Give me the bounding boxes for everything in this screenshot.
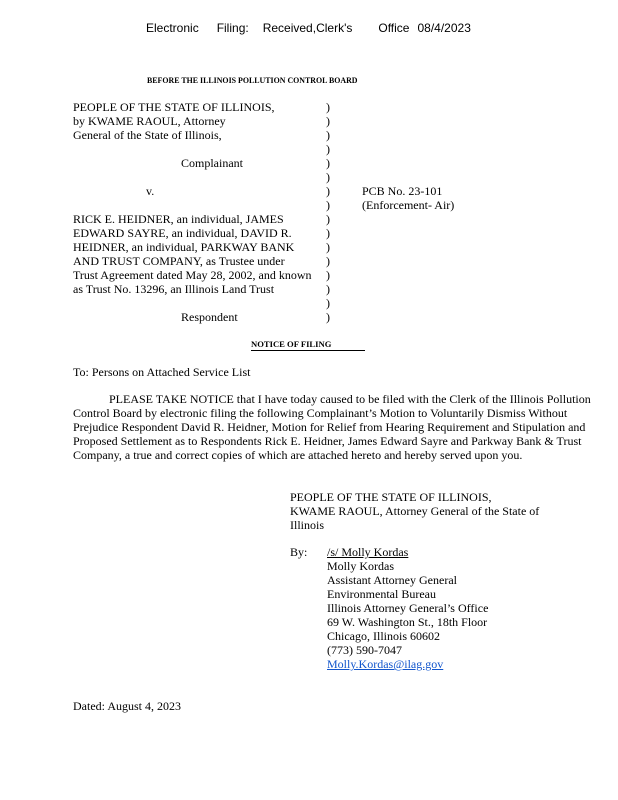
header-word: Electronic	[146, 21, 199, 35]
paren-mark: )	[326, 100, 330, 114]
versus-label: v.	[146, 184, 155, 198]
caption-line: EDWARD SAYRE, an individual, DAVID R.	[73, 226, 292, 240]
signature-line	[327, 545, 488, 559]
paren-mark: )	[326, 142, 330, 156]
signatory-city: Chicago, Illinois 60602	[327, 629, 440, 643]
signatory-street: 69 W. Washington St., 18th Floor	[327, 615, 488, 629]
by-label: By:	[290, 545, 308, 559]
header-word: Office	[378, 21, 410, 35]
notice-body-text: PLEASE TAKE NOTICE that I have today caused to be filed with the Clerk of the Illinois Pollution Control Board by electronic filing the following Complainant’s Motion to Voluntarily Dismiss Without Prejudice Respondent David R. Heidner, Motion for Relief from Hearing Requirement and Stipulation and Proposed Settlement as to Respondents Rick E. Heidner, James Edward Sayre and Parkway Bank & Trust Company, a true and correct copies of which are attached hereto and hereby served upon you.	[73, 392, 591, 462]
signatory-bureau: Environmental Bureau	[327, 587, 436, 601]
caption-line: as Trust No. 13296, an Illinois Land Trust	[73, 282, 275, 296]
signatory-name: Molly Kordas	[327, 559, 394, 573]
header-word: Received,Clerk's	[262, 21, 353, 35]
paren-mark: )	[326, 310, 330, 324]
signatory-details	[327, 545, 488, 671]
paren-mark: )	[326, 254, 330, 268]
caption-line: by KWAME RAOUL, Attorney	[73, 114, 226, 128]
caption-line: Trust Agreement dated May 28, 2002, and known	[73, 268, 312, 282]
header-word: Filing:	[216, 21, 249, 35]
case-number-text: PCB No. 23-101	[362, 184, 443, 198]
party-line: PEOPLE OF THE STATE OF ILLINOIS,	[290, 490, 492, 504]
paren-mark: )	[326, 114, 330, 128]
header-date: 08/4/2023	[417, 21, 471, 35]
paren-mark: )	[326, 128, 330, 142]
paren-mark: )	[326, 282, 330, 296]
board-title: BEFORE THE ILLINOIS POLLUTION CONTROL BOARD	[147, 75, 358, 85]
paren-mark: )	[326, 268, 330, 282]
paren-mark: )	[326, 156, 330, 170]
caption-line: RICK E. HEIDNER, an individual, JAMES	[73, 212, 284, 226]
paren-mark: )	[326, 212, 330, 226]
signatory-title: Assistant Attorney General	[327, 573, 457, 587]
signature-party	[290, 490, 539, 532]
case-type-text: (Enforcement- Air)	[362, 198, 455, 212]
respondent-label: Respondent	[181, 310, 238, 324]
paren-mark: )	[326, 296, 330, 310]
caption-parentheses	[326, 100, 330, 324]
paren-mark: )	[326, 184, 330, 198]
signatory-email-line	[327, 657, 488, 671]
case-number	[362, 184, 454, 212]
paren-mark: )	[326, 226, 330, 240]
signatory-phone: (773) 590-7047	[327, 643, 402, 657]
caption-line: General of the State of Illinois,	[73, 128, 222, 142]
caption-line: AND TRUST COMPANY, as Trustee under	[73, 254, 285, 268]
complainant-label: Complainant	[181, 156, 243, 170]
caption-line: HEIDNER, an individual, PARKWAY BANK	[73, 240, 295, 254]
to-line: To: Persons on Attached Service List	[73, 365, 251, 379]
caption-line: PEOPLE OF THE STATE OF ILLINOIS,	[73, 100, 275, 114]
paren-mark: )	[326, 170, 330, 184]
caption-respondents	[73, 212, 312, 296]
notice-title-text: NOTICE OF FILING	[251, 339, 332, 349]
notice-title	[251, 339, 365, 351]
signature-text: /s/ Molly Kordas	[327, 545, 409, 559]
dated-line: Dated: August 4, 2023	[73, 699, 181, 713]
caption-plaintiff	[73, 100, 275, 142]
party-line: Illinois	[290, 518, 325, 532]
notice-body	[73, 392, 603, 462]
signatory-office: Illinois Attorney General’s Office	[327, 601, 489, 615]
email-link[interactable]: Molly.Kordas@ilag.gov	[327, 657, 444, 671]
efiling-header	[146, 21, 471, 35]
paren-mark: )	[326, 198, 330, 212]
paren-mark: )	[326, 240, 330, 254]
party-line: KWAME RAOUL, Attorney General of the State of	[290, 504, 540, 518]
